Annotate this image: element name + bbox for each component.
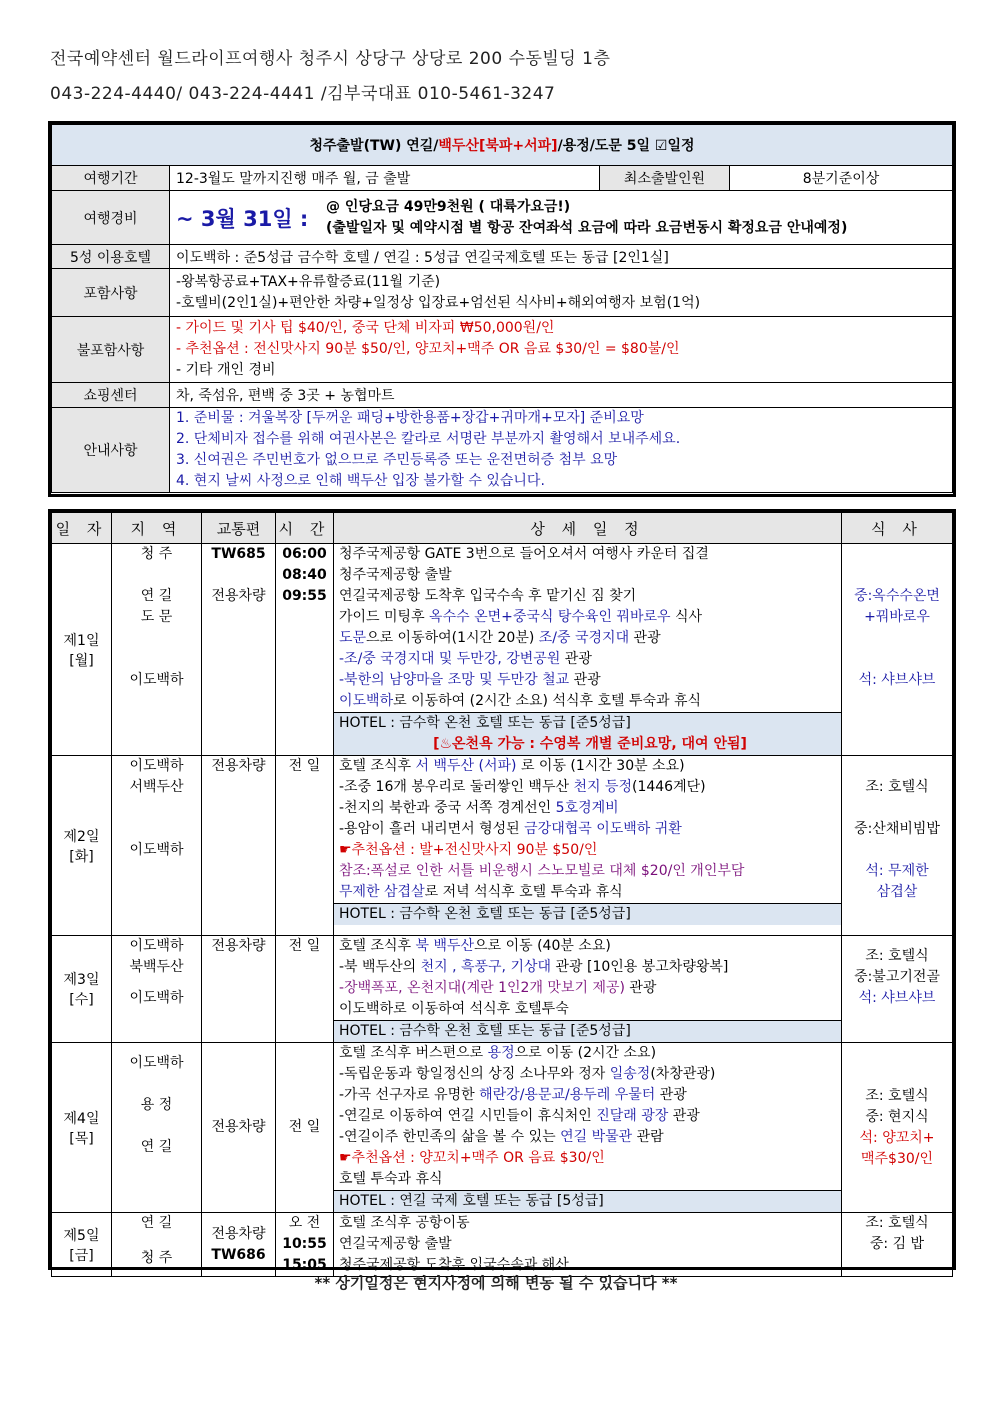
- day5-label: [52, 1213, 112, 1277]
- detail-line: -가곡 선구자로 유명한 해란강/용문교/용두레 우물터 관광: [339, 1087, 687, 1103]
- meal-item: 석: 샤브샤브: [858, 990, 936, 1006]
- col-time: 시 간: [276, 513, 334, 544]
- hotel-label: 5성 이용호텔: [52, 245, 170, 269]
- day2-detail: [334, 756, 842, 936]
- option-line: ☛추천옵션 : 양꼬치+맥주 OR 음료 $30/인: [339, 1150, 605, 1166]
- day3-row: [52, 936, 953, 1043]
- guide-label: 안내사항: [52, 408, 170, 493]
- detail-line: 연길국제공항 도착후 입국수속 후 맡기신 짐 찾기: [339, 588, 637, 604]
- area-item: 용 정: [140, 1097, 173, 1113]
- detail-line: 무제한 삼겹살로 저녁 석식후 호텔 투숙과 휴식: [339, 884, 623, 900]
- meal-item: 조: 호텔식: [865, 1215, 929, 1231]
- meal-item: 조: 호텔식: [865, 948, 929, 964]
- day4-meal: [842, 1043, 953, 1213]
- area-item: 북백두산: [129, 959, 184, 975]
- detail-line: 가이드 미팅후 옥수수 온면+중국식 탕수육인 꿔바로우 식사: [339, 609, 703, 625]
- area-item: 이도백하: [129, 842, 184, 858]
- time-item: 오 전: [288, 1215, 321, 1231]
- day5-time: [276, 1213, 334, 1277]
- time-item: 10:55: [282, 1236, 327, 1252]
- meal-item: 맥주$30/인: [860, 1150, 933, 1167]
- detail-line: 호텔 조식후 버스편으로 용정으로 이동 (2시간 소요): [339, 1045, 657, 1061]
- shop-value: 차, 죽섬유, 편백 중 3곳 + 농협마트: [170, 383, 953, 408]
- time-item: 06:00: [282, 546, 327, 562]
- day5-detail: [334, 1213, 842, 1277]
- meal-item: +꿔바로우: [864, 609, 930, 625]
- period-value: 12-3월도 말까지진행 매주 월, 금 출발: [170, 166, 600, 191]
- detail-line: -북 백두산의 천지 , 흑풍구, 기상대 관광 [10인용 봉고차량왕복]: [339, 959, 729, 975]
- hotel-line: HOTEL : 연길 국제 호텔 또는 동급 [5성급]: [339, 1193, 604, 1209]
- guide-item: 4. 현지 날씨 사정으로 인해 백두산 입장 불가할 수 있습니다.: [176, 473, 545, 489]
- area-item: 서백두산: [129, 779, 184, 795]
- meal-item: 중:불고기전골: [854, 969, 940, 985]
- day3-transport: 전용차량: [202, 936, 276, 1043]
- day-number: 제2일: [63, 828, 100, 845]
- area-item: 도 문: [140, 609, 173, 625]
- day4-area: [112, 1043, 202, 1213]
- detail-line: -연길이주 한민족의 삶을 볼 수 있는 연길 박물관 관람: [339, 1129, 664, 1145]
- transport-item: 전용차량: [211, 1225, 266, 1242]
- day2-transport: 전용차량: [202, 756, 276, 936]
- detail-line: 호텔 투숙과 휴식: [339, 1171, 443, 1187]
- incl-item: -왕복항공료+TAX+유류할증료(11월 기준): [176, 273, 441, 290]
- area-item: 연 길: [140, 1215, 173, 1231]
- shop-label: 쇼핑센터: [52, 383, 170, 408]
- info-box: [48, 121, 956, 497]
- period-label: 여행기간: [52, 166, 170, 191]
- day2-label: [52, 756, 112, 936]
- detail-line: 호텔 조식후 북 백두산으로 이동 (40분 소요): [339, 938, 611, 954]
- day3-time: 전 일: [276, 936, 334, 1043]
- min-label: 최소출발인원: [600, 166, 730, 191]
- day4-detail: [334, 1043, 842, 1213]
- day1-area: [112, 544, 202, 756]
- col-meal: 식 사: [842, 513, 953, 544]
- meal-item: 삼겹살: [876, 884, 918, 900]
- day3-meal: [842, 936, 953, 1043]
- detail-line: 청주국제공항 출발: [339, 567, 452, 583]
- incl-item: -호텔비(2인1실)+편안한 차량+일정상 입장료+엄선된 식사비+해외여행자 보험(1억): [176, 294, 701, 311]
- day-number: 제4일: [63, 1110, 100, 1127]
- col-day: 일 자: [52, 513, 112, 544]
- hotel-line: HOTEL : 금수학 온천 호텔 또는 동급 [준5성급]: [339, 1023, 631, 1039]
- area-item: 이도백하: [129, 990, 184, 1006]
- meal-item: 중: 김 밥: [869, 1236, 925, 1252]
- detail-line: 호텔 조식후 공항이동: [339, 1215, 470, 1231]
- day5-area: [112, 1213, 202, 1277]
- day2-time: 전 일: [276, 756, 334, 936]
- footer-note: ** 상기일정은 현지사정에 의해 변동 될 수 있습니다 **: [314, 1274, 678, 1292]
- detail-line: -조/중 국경지대 및 두만강, 강변공원 관광: [339, 651, 592, 667]
- excl-list: [170, 317, 953, 383]
- day1-label: [52, 544, 112, 756]
- detail-line: -조중 16개 봉우리로 둘러쌓인 백두산 천지 등정(1446계단): [339, 779, 706, 795]
- meal-item: 석: 무제한: [865, 863, 929, 879]
- day1-transport: [202, 544, 276, 756]
- day-weekday: [수]: [69, 992, 94, 1008]
- detail-line: -천지의 북한과 중국 서쪽 경계선인 5호경계비: [339, 800, 619, 816]
- incl-label: 포함사항: [52, 269, 170, 317]
- meal-item: 중:산채비빔밥: [854, 821, 940, 837]
- day4-label: [52, 1043, 112, 1213]
- title-part: 청주출발(TW) 연길/: [309, 138, 439, 154]
- day3-label: [52, 936, 112, 1043]
- day5-transport: [202, 1213, 276, 1277]
- transport-item: 전용차량: [211, 588, 266, 604]
- day3-hotel: [334, 1020, 841, 1042]
- day-number: 제1일: [63, 632, 100, 649]
- hotel-line: HOTEL : 금수학 온천 호텔 또는 동급 [준5성급]: [339, 715, 631, 731]
- detail-line: -용암이 흘러 내리면서 형성된 금강대협곡 이도백하 귀환: [339, 821, 682, 837]
- guide-list: [170, 408, 953, 493]
- detail-line: -북한의 남양마을 조망 및 두만강 철교 관광: [339, 672, 601, 688]
- day4-time: 전 일: [276, 1043, 334, 1213]
- day2-meal: [842, 756, 953, 936]
- day5-row: [52, 1213, 953, 1277]
- meal-item: 중:옥수수온면: [854, 588, 940, 604]
- detail-line: 참조:폭설로 인한 서틀 비운행시 스노모빌로 대체 $20/인 개인부담: [339, 863, 745, 879]
- area-item: 연 길: [140, 588, 173, 604]
- day4-transport: 전용차량: [202, 1043, 276, 1213]
- meal-item: 석: 양꼬치+: [859, 1129, 935, 1146]
- detail-line: -장백폭포, 온천지대(계란 1인2개 맛보기 제공) 관광: [339, 980, 657, 996]
- day3-detail: [334, 936, 842, 1043]
- detail-line: 청주국제공항 도착후 입국수속과 해산: [339, 1257, 569, 1273]
- day2-hotel: [334, 903, 841, 925]
- tour-title: [52, 125, 953, 166]
- day1-meal: [842, 544, 953, 756]
- title-highlight: 백두산[북파+서파]: [438, 138, 558, 154]
- meal-item: 조: 호텔식: [865, 779, 929, 795]
- guide-item: 2. 단체비자 접수를 위해 여권사본은 칼라로 서명란 부분까지 촬영해서 보내주세요.: [176, 431, 681, 447]
- area-item: 이도백하: [129, 758, 184, 774]
- guide-item: 3. 신여권은 주민번호가 없으므로 주민등록증 또는 운전면허증 첨부 요망: [176, 452, 618, 468]
- cost-label: 여행경비: [52, 191, 170, 245]
- col-detail: 상 세 일 정: [334, 513, 842, 544]
- day5-meal: [842, 1213, 953, 1277]
- cost-note: (출발일자 및 예약시점 별 항공 잔여좌석 요금에 따라 요금변동시 확정요금 안내예정): [326, 219, 848, 236]
- day4-row: [52, 1043, 953, 1213]
- meal-item: 중: 현지식: [865, 1108, 929, 1125]
- time-item: 09:55: [282, 588, 327, 604]
- col-area: 지 역: [112, 513, 202, 544]
- day-weekday: [화]: [69, 848, 94, 865]
- area-item: 이도백하: [129, 672, 184, 688]
- day2-row: [52, 756, 953, 936]
- agency-phone: 043-224-4440/ 043-224-4441 /김부국대표 010-5461-3247: [50, 84, 556, 104]
- excl-label: 불포함사항: [52, 317, 170, 383]
- day4-hotel: [334, 1190, 841, 1212]
- meal-item: 석: 샤브샤브: [858, 672, 936, 688]
- excl-item: - 추천옵션 : 전신맛사지 90분 $50/인, 양꼬치+맥주 OR 음료 $30/인 = $80불/인: [176, 341, 680, 357]
- option-line: ☛추천옵션 : 발+전신맛사지 90분 $50/인: [339, 842, 598, 858]
- detail-line: 호텔 조식후 서 백두산 (서파) 로 이동 (1시간 30분 소요): [339, 758, 685, 774]
- hotel-line: HOTEL : 금수학 온천 호텔 또는 동급 [준5성급]: [339, 906, 631, 922]
- area-item: 청 주: [140, 546, 173, 562]
- min-value: 8분기준이상: [730, 166, 953, 191]
- day2-area: [112, 756, 202, 936]
- flight-number: TW685: [211, 546, 266, 562]
- day-number: 제5일: [63, 1227, 100, 1244]
- title-part-2: /용정/도문 5일 ☑일정: [557, 138, 695, 154]
- excl-item: - 기타 개인 경비: [176, 362, 276, 378]
- detail-line: 연길국제공항 출발: [339, 1236, 452, 1252]
- meal-item: 조: 호텔식: [865, 1087, 929, 1104]
- day1-time: [276, 544, 334, 756]
- day1-detail: [334, 544, 842, 756]
- cost-date: ~ 3월 31일 :: [176, 206, 309, 231]
- area-item: 연 길: [140, 1139, 173, 1155]
- detail-line: -독립운동과 항일정신의 상징 소나무와 정자 일송정(차창관광): [339, 1066, 716, 1082]
- day1-hotel: [334, 712, 841, 755]
- detail-line: 청주국제공항 GATE 3번으로 들어오셔서 여행사 카운터 집결: [339, 546, 709, 562]
- cost-price: @ 인당요금 49만9천원 ( 대륙가요금!): [326, 198, 571, 215]
- excl-item: - 가이드 및 기사 팁 $40/인, 중국 단체 비자피 ₩50,000원/인: [176, 320, 555, 336]
- area-item: 이도백하: [129, 938, 184, 954]
- schedule-table: [48, 509, 956, 1273]
- guide-item: 1. 준비물 : 겨울복장 [두꺼운 패딩+방한용품+장갑+귀마개+모자] 준비요망: [176, 410, 644, 426]
- day-number: 제3일: [63, 972, 100, 988]
- detail-line: 이도백하로 이동하여 (2시간 소요) 석식후 호텔 투숙과 휴식: [339, 693, 702, 709]
- day3-area: [112, 936, 202, 1043]
- detail-line: 이도백하로 이동하여 석식후 호텔투숙: [339, 1001, 569, 1017]
- flight-number: TW686: [211, 1246, 266, 1263]
- day-weekday: [금]: [69, 1247, 94, 1264]
- spa-note: [♨온천욕 가능 : 수영복 개별 준비요망, 대여 안됨]: [433, 736, 747, 752]
- incl-list: [170, 269, 953, 317]
- time-item: 15:05: [282, 1257, 327, 1273]
- day1-row: [52, 544, 953, 756]
- area-item: 청 주: [140, 1250, 173, 1266]
- day-weekday: [월]: [69, 652, 94, 669]
- col-transport: 교통편: [202, 513, 276, 544]
- detail-line: -연길로 이동하여 연길 시민들이 휴식처인 진달래 광장 관광: [339, 1108, 700, 1124]
- area-item: 이도백하: [129, 1055, 184, 1071]
- detail-line: 도문으로 이동하여(1시간 20분) 조/중 국경지대 관광: [339, 630, 661, 646]
- time-item: 08:40: [282, 567, 327, 583]
- hotel-value: 이도백하 : 준5성급 금수학 호텔 / 연길 : 5성급 연길국제호텔 또는 동급 [2인1실]: [170, 245, 953, 269]
- agency-address: 전국예약센터 월드라이프여행사 청주시 상당구 상당로 200 수동빌딩 1층: [50, 49, 611, 69]
- day-weekday: [목]: [69, 1130, 94, 1147]
- cost-value: [170, 191, 953, 245]
